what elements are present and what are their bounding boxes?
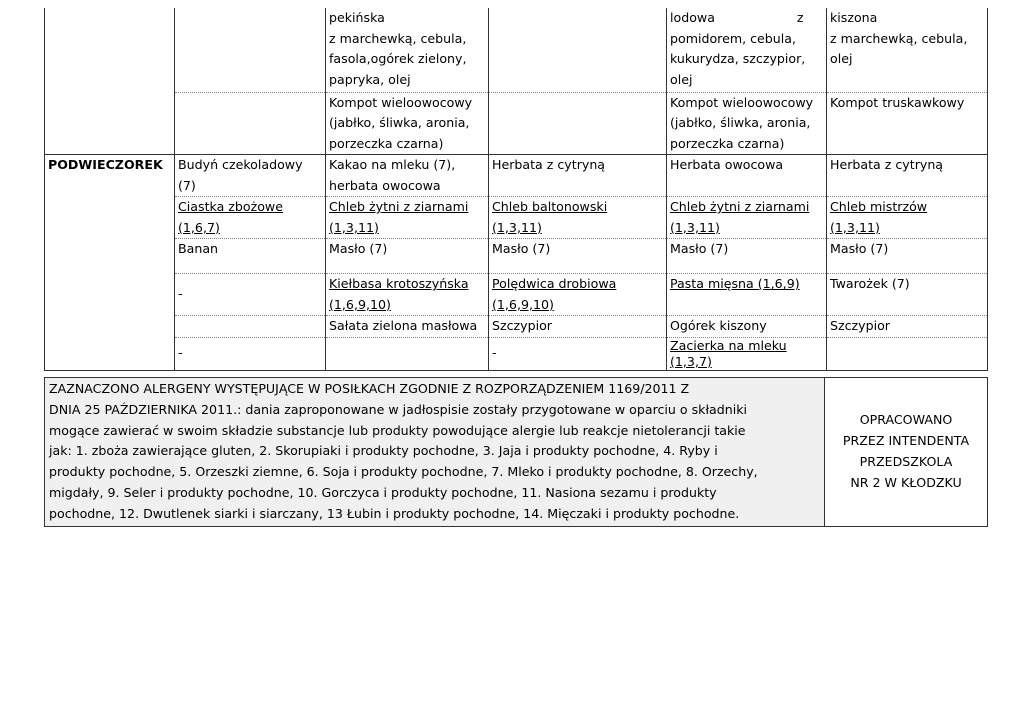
menu-cell: [827, 8, 988, 92]
menu-text: pekińska: [329, 10, 385, 25]
note-line: ZAZNACZONO ALERGENY WYSTĘPUJĄCE W POSIŁKACH ZGODNIE Z ROZPORZĄDZENIEM 1169/2011 Z: [49, 381, 690, 396]
menu-cell: [175, 197, 326, 239]
menu-cell: [326, 8, 489, 92]
menu-text: (7): [178, 177, 196, 193]
menu-text: Chleb mistrzów: [830, 199, 928, 214]
menu-cell: [175, 155, 326, 197]
category-label: PODWIECZOREK: [45, 155, 175, 371]
menu-text: Polędwica drobiowa: [492, 276, 617, 291]
menu-cell: [489, 337, 667, 370]
table-row: [45, 155, 988, 197]
menu-text: Zacierka na mleku: [670, 337, 787, 353]
menu-cell: [489, 274, 667, 316]
menu-text: lodowa z: [670, 10, 804, 25]
author-line: PRZEDSZKOLA: [859, 453, 953, 469]
menu-text: (1,3,11): [329, 219, 379, 235]
note-line: jak: 1. zboża zawierające gluten, 2. Skorupiaki i produkty pochodne, 3. Jaja i produkty pochodne, 4. Ryby i: [49, 443, 718, 459]
footer-row: [45, 378, 988, 527]
menu-text: Masło (7): [492, 241, 551, 256]
menu-cell: [175, 274, 326, 316]
menu-text: (1,6,9,10): [492, 296, 554, 312]
menu-text: Kompot wieloowocowy: [670, 94, 814, 110]
menu-cell: [489, 197, 667, 239]
menu-text: Szczypior: [492, 318, 552, 333]
menu-cell: [489, 92, 667, 155]
menu-cell: [175, 92, 326, 155]
menu-text: Chleb żytni z ziarnami: [329, 199, 469, 214]
menu-text: Herbata z cytryną: [830, 157, 944, 172]
menu-cell: [827, 92, 988, 155]
menu-cell: [827, 337, 988, 370]
note-line: DNIA 25 PAŹDZIERNIKA 2011.: dania zaproponowane w jadłospisie zostały przygotowane w oparciu o składniki: [49, 401, 748, 417]
menu-cell: [827, 239, 988, 274]
note-line: produkty pochodne, 5. Orzeszki ziemne, 6. Soja i produkty pochodne, 7. Mleko i produkty pochodne, 8. Orzechy,: [49, 464, 758, 480]
menu-cell: [667, 274, 827, 316]
author-box: [825, 378, 988, 527]
menu-cell: [827, 274, 988, 316]
menu-cell: [489, 155, 667, 197]
menu-text: Budyń czekoladowy: [178, 157, 303, 172]
menu-cell: [667, 155, 827, 197]
menu-text: Sałata zielona masłowa: [329, 318, 478, 333]
menu-text: Kiełbasa krotoszyńska: [329, 276, 469, 291]
menu-text: papryka, olej: [329, 71, 411, 87]
author-line: OPRACOWANO: [859, 412, 953, 428]
menu-text: -: [492, 345, 497, 361]
menu-text: Chleb baltonowski: [492, 199, 608, 214]
menu-text: Herbata z cytryną: [492, 157, 606, 172]
menu-text: Szczypior: [830, 318, 890, 333]
table-row: [45, 316, 988, 338]
table-row: [45, 197, 988, 239]
menu-text: Kompot truskawkowy: [830, 94, 965, 110]
menu-cell: [827, 155, 988, 197]
menu-text: olej: [670, 71, 693, 87]
author-line: NR 2 W KŁODZKU: [850, 474, 962, 490]
menu-table: [44, 8, 988, 371]
menu-cell: [326, 337, 489, 370]
menu-text: kukurydza, szczypior,: [670, 51, 806, 66]
menu-text: Banan: [178, 241, 219, 256]
menu-text: Twarożek (7): [830, 276, 910, 291]
menu-cell: [827, 197, 988, 239]
menu-text: (1,3,11): [670, 219, 720, 235]
menu-cell: [667, 316, 827, 338]
menu-text: herbata owocowa: [329, 177, 441, 193]
menu-text: porzeczka czarna): [670, 135, 785, 151]
menu-cell: [667, 197, 827, 239]
menu-cell: [326, 92, 489, 155]
menu-text: Masło (7): [830, 241, 889, 256]
menu-text: (1,3,11): [830, 219, 880, 235]
menu-text: (jabłko, śliwka, aronia,: [670, 115, 811, 130]
menu-text: Kakao na mleku (7),: [329, 157, 456, 172]
menu-cell: [489, 8, 667, 92]
menu-cell: [326, 316, 489, 338]
menu-cell: [667, 239, 827, 274]
menu-cell: [175, 239, 326, 274]
menu-cell: [827, 316, 988, 338]
menu-cell: [175, 316, 326, 338]
menu-text: Pasta mięsna (1,6,9): [670, 276, 800, 291]
menu-text: Chleb żytni z ziarnami: [670, 199, 810, 214]
menu-cell: [326, 274, 489, 316]
note-line: mogące zawierać w swoim składzie substancje lub produkty powodujące alergie lub reakcje nietolerancji takie: [49, 422, 746, 438]
author-line: PRZEZ INTENDENTA: [842, 432, 970, 448]
note-line: migdały, 9. Seler i produkty pochodne, 10. Gorczyca i produkty pochodne, 11. Nasiona sezamu i produkty: [49, 484, 717, 500]
menu-cell: [667, 337, 827, 370]
menu-cell: [667, 8, 827, 92]
category-cell-empty: [45, 8, 175, 92]
menu-text: Ciastka zbożowe: [178, 199, 283, 214]
menu-cell: [326, 197, 489, 239]
table-row: [45, 8, 988, 92]
menu-cell: [326, 239, 489, 274]
menu-text: (1,6,7): [178, 219, 220, 235]
menu-text: -: [178, 345, 183, 361]
menu-text: z marchewką, cebula,: [830, 30, 968, 46]
menu-text: (jabłko, śliwka, aronia,: [329, 115, 470, 130]
menu-text: porzeczka czarna): [329, 135, 444, 151]
menu-text: fasola,ogórek zielony,: [329, 51, 467, 66]
menu-cell: [667, 92, 827, 155]
menu-text: Herbata owocowa: [670, 157, 784, 172]
menu-cell: [175, 8, 326, 92]
menu-text: Kompot wieloowocowy: [329, 94, 473, 110]
menu-text: (1,3,11): [492, 219, 542, 235]
menu-text: (1,6,9,10): [329, 296, 391, 312]
menu-cell: [326, 155, 489, 197]
menu-text: Ogórek kiszony: [670, 318, 767, 333]
table-row: [45, 239, 988, 274]
allergen-footer: [44, 377, 988, 527]
menu-text: olej: [830, 51, 853, 66]
menu-text: pomidorem, cebula,: [670, 30, 796, 46]
menu-text: (1,3,7): [670, 353, 712, 369]
menu-cell: [489, 316, 667, 338]
menu-cell: [175, 337, 326, 370]
note-line: pochodne, 12. Dwutlenek siarki i siarczany, 13 Łubin i produkty pochodne, 14. Mięczaki i produkty pochodne.: [49, 505, 740, 521]
menu-text: z marchewką, cebula,: [329, 30, 467, 46]
menu-cell: [489, 239, 667, 274]
menu-text: -: [178, 286, 183, 302]
menu-text: Masło (7): [329, 241, 388, 256]
table-row: [45, 92, 988, 155]
menu-text: Masło (7): [670, 241, 729, 256]
table-row: [45, 274, 988, 316]
table-row: [45, 337, 988, 370]
menu-text: kiszona: [830, 10, 878, 25]
allergen-note: [45, 378, 825, 527]
category-cell-empty: [45, 92, 175, 155]
